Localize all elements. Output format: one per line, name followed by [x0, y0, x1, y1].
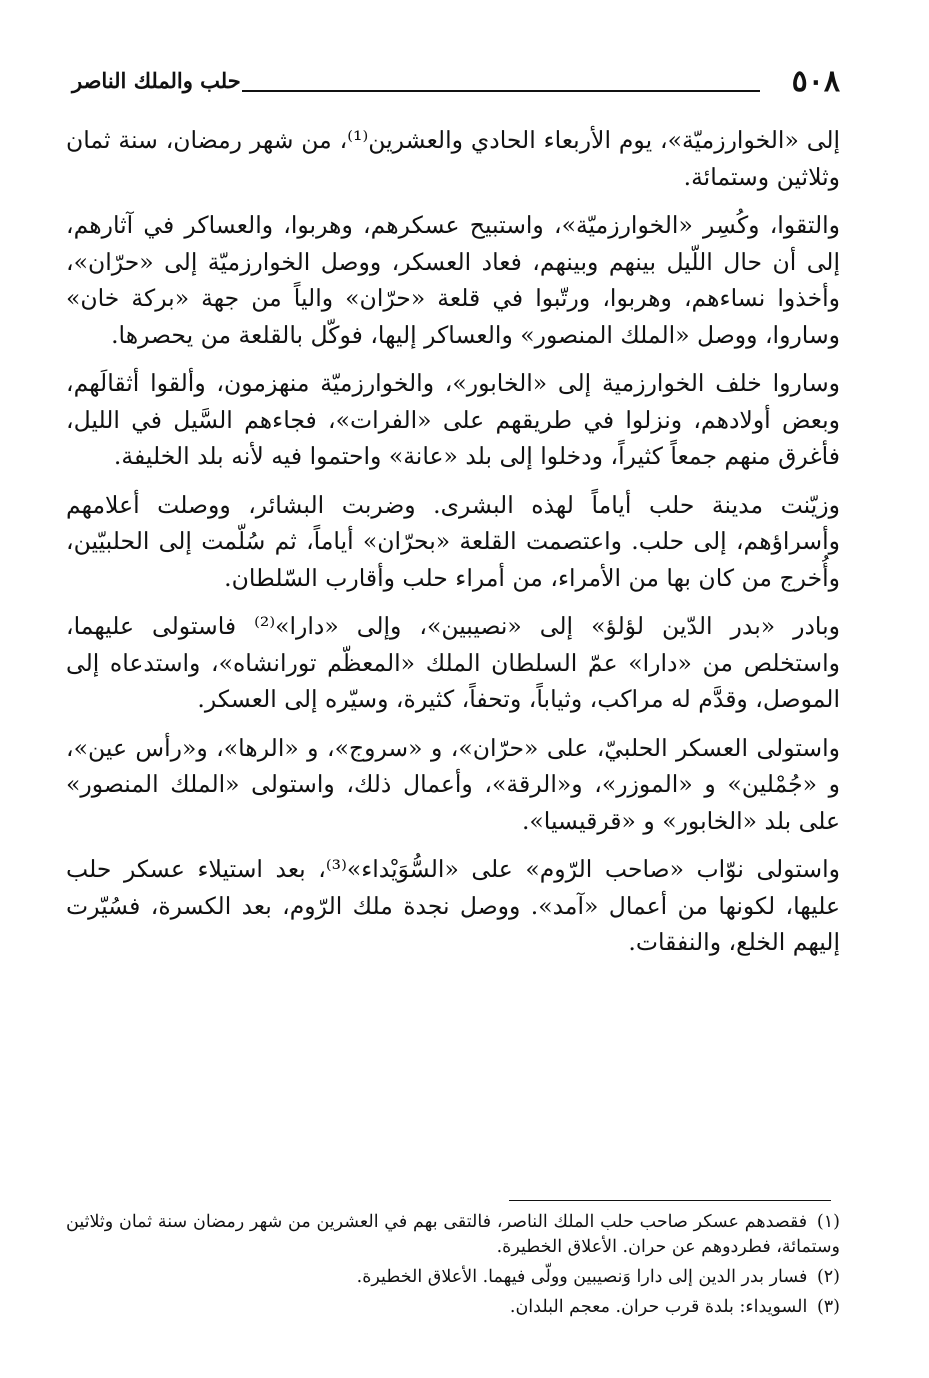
running-title: حلب والملك الناصر	[72, 68, 241, 93]
paragraph: واستولى نوّاب «صاحب الرّوم» على «السُّوَيْداء»⁽³⁾، بعد استيلاء عسكر حلب عليها، لكونها من أعمال «آمد». ووصل نجدة ملك الرّوم، بعد الكسرة، فسُيّرت إليهم الخلع، والنفقات.	[66, 855, 840, 956]
paragraph: وساروا خلف الخوارزمية إلى «الخابور»، والخوارزميّة منهزمون، وألقوا أثقالَهم، وبعض أولادهم، ونزلوا في طريقهم على «الفرات»، فجاءهم السَّيل في الليل، فأغرق منهم جمعاً كثيراً، ودخلوا إلى بلد «عانة» واحتموا فيه لأنه بلد الخليفة.	[66, 369, 840, 470]
page-number: ٥٠٨	[791, 64, 840, 99]
page-header	[72, 62, 840, 102]
paragraph: إلى «الخوارزميّة»، يوم الأربعاء الحادي والعشرين⁽¹⁾، من شهر رمضان، سنة ثمان وثلاثين وستمائة.	[66, 126, 841, 191]
footnote-text: السويداء: بلدة قرب حران. معجم البلدان.	[509, 1297, 808, 1317]
paragraph: واستولى العسكر الحلبيّ، على «حرّان»، و «سروج»، و «الرها»، و«رأس عين»، و «جُمْلين» و «الموزر»، و«الرقة»، وأعمال ذلك، واستولى «الملك المنصور» على بلد «الخابور» و «قرقيسيا».	[66, 733, 840, 835]
footnote-text: فقصدهم عسكر صاحب حلب الملك الناصر، فالتقى بهم في العشرين من شهر رمضان سنة ثمان وثلاثين وستمائة، فطردوهم عن حران. الأعلاق الخطيرة.	[66, 1212, 840, 1257]
paragraph: وزيّنت مدينة حلب أياماً لهذه البشرى. وضربت البشائر، ووصلت أعلامهم وأسراؤهم، إلى حلب. واعتصمت القلعة «بحرّان» أياماً، ثم سُلّمت إلى الحلبيّين، وأُخرج من كان بها من الأمراء، من أمراء حلب وأقارب السّلطان.	[66, 490, 840, 592]
footnote-number: (٢)	[816, 1267, 840, 1287]
main-text	[66, 122, 840, 973]
footnote	[66, 1210, 840, 1260]
header-rule	[242, 90, 760, 92]
footnote	[66, 1295, 840, 1320]
paragraph: والتقوا، وكُسِر «الخوارزميّة»، واستبيح عسكرهم، وهربوا، والعساكر في آثارهم، إلى أن حال اللّيل بينهم وبينهم، فعاد العسكر، ووصل الخوارزميّة إلى «حرّان»، وأخذوا نساءهم، وهربوا، ورتّبوا في قلعة «حرّان» والياً من جهة «بركة خان» وساروا، ووصل «الملك المنصور» والعساكر إليها، فوكّل بالقلعة من يحصرها.	[66, 211, 840, 349]
footnote-number: (٣)	[816, 1297, 840, 1317]
footnote-text: فسار بدر الدين إلى دارا وَنصيبين وولّى فيهما. الأعلاق الخطيرة.	[356, 1267, 808, 1287]
footnote-separator	[509, 1200, 831, 1201]
paragraph: وبادر «بدر الدّين لؤلؤ» إلى «نصيبين»، وإلى «دارا»⁽²⁾ فاستولى عليهما، واستخلص من «دارا» عمّ السلطان الملك «المعظّم تورانشاه»، واستدعاه إلى الموصل، وقدَّم له مراكب، وثياباً، وتحفاً، كثيرة، وسيّره إلى العسكر.	[66, 612, 840, 713]
footnote	[66, 1265, 840, 1290]
footnotes	[66, 1210, 840, 1325]
footnote-number: (١)	[816, 1212, 840, 1232]
